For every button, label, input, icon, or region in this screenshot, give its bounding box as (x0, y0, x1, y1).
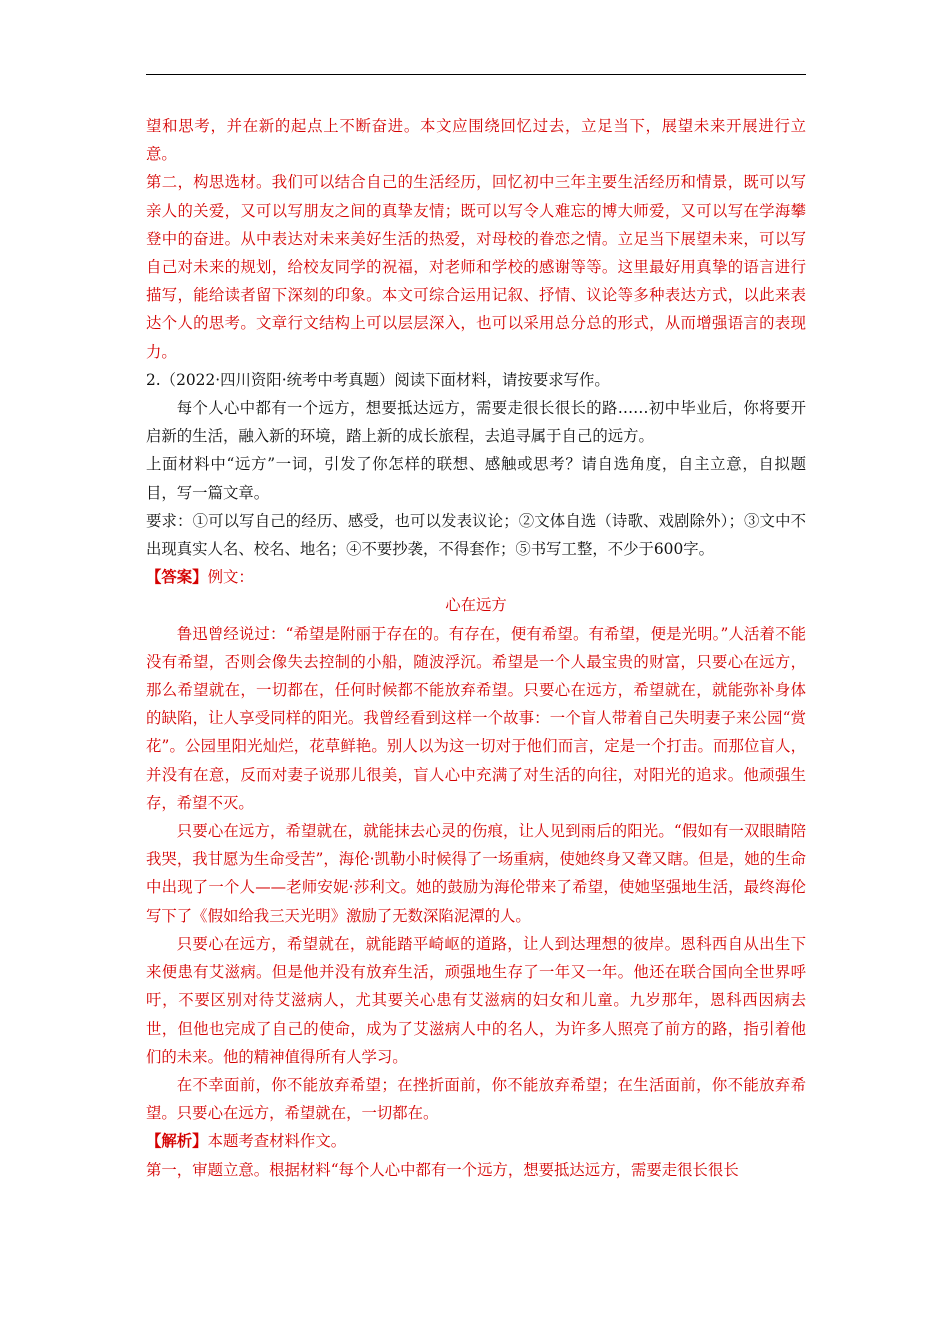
document-body (146, 112, 806, 1184)
question2-prompt: 上面材料中“远方”一词，引发了你怎样的联想、感触或思考？请自选角度，自主立意，自拟题目，写一篇文章。 (146, 455, 806, 502)
analysis2-label-line (146, 1127, 806, 1155)
question2-header: 2.（2022·四川资阳·统考中考真题）阅读下面材料，请按要求写作。 (146, 370, 610, 389)
answer-tag-suffix: 例文： (207, 568, 254, 587)
question2-material: 每个人心中都有一个远方，想要抵达远方，需要走很长很长的路……初中毕业后，你将要开启新的生活，融入新的环境，踏上新的成长旅程，去追寻属于自己的远方。 (146, 399, 806, 446)
analysis-tag-suffix: 本题考查材料作文。 (207, 1132, 347, 1151)
essay-paragraph: 只要心在远方，希望就在，就能踏平崎岖的道路，让人到达理想的彼岸。恩科西自从出生下来便患有艾滋病。但是他并没有放弃生活，顽强地生存了一年又一年。他还在联合国向全世界呼吁，不要区别对待艾滋病人，尤其要关心患有艾滋病的妇女和儿童。九岁那年，恩科西因病去世，但他也完成了自己的使命，成为了艾滋病人中的名人，为许多人照亮了前方的路，指引着他们的未来。他的精神值得所有人学习。 (146, 934, 806, 1066)
analysis-tag: 【解析】 (146, 1132, 208, 1151)
header-rule (146, 74, 806, 75)
essay-paragraph: 鲁迅曾经说过：“希望是附丽于存在的。有存在，便有希望。有希望，便是光明。”人活着不能没有希望，否则会像失去控制的小船，随波浮沉。希望是一个人最宝贵的财富，只要心在远方，那么希望就在，一切都在，任何时候都不能放弃希望。只要心在远方，希望就在，就能弥补身体的缺陷，让人享受同样的阳光。我曾经看到这样一个故事：一个盲人带着自己失明妻子来公园“赏花”。公园里阳光灿烂，花草鲜艳。别人以为这一切对于他们而言，定是一个打击。而那位盲人，并没有在意，反而对妻子说那儿很美，盲人心中充满了对生活的向往，对阳光的追求。他顽强生存，希望不灭。 (146, 624, 806, 812)
question2-requirements: 要求：①可以写自己的经历、感受，也可以发表议论；②文体自选（诗歌、戏剧除外）；③文中不出现真实人名、校名、地名；④不要抄袭，不得套作；⑤书写工整，不少于600字。 (146, 511, 806, 559)
essay-paragraph: 在不幸面前，你不能放弃希望；在挫折面前，你不能放弃希望；在生活面前，你不能放弃希望。只要心在远方，希望就在，一切都在。 (146, 1075, 806, 1123)
essay-title: 心在远方 (445, 596, 507, 615)
answer1-point2: 第二，构思选材。我们可以结合自己的生活经历，回忆初中三年主要生活经历和情景，既可以写亲人的关爱，又可以写朋友之间的真挚友情；既可以写令人难忘的博大师爱，又可以写在学海攀登中的奋进。从中表达对未来美好生活的热爱，对母校的眷恋之情。立足当下展望未来，可以写自己对未来的规划，给校友同学的祝福，对老师和学校的感谢等等。这里最好用真挚的语言进行描写，能给读者留下深刻的印象。本文可综合运用记叙、抒情、议论等多种表达方式，以此来表达个人的思考。文章行文结构上可以层层深入，也可以采用总分总的形式，从而增强语言的表现力。 (146, 173, 806, 361)
essay-paragraph: 只要心在远方，希望就在，就能抹去心灵的伤痕，让人见到雨后的阳光。“假如有一双眼睛陪我哭，我甘愿为生命受苦”，海伦·凯勒小时候得了一场重病，使她终身又聋又瞎。但是，她的生命中出现了一个人——老师安妮·莎利文。她的鼓励为海伦带来了希望，使她坚强地生活，最终海伦写下了《假如给我三天光明》激励了无数深陷泥潭的人。 (146, 822, 806, 925)
answer1-analysis-end: 望和思考，并在新的起点上不断奋进。本文应围绕回忆过去，立足当下，展望未来开展进行立意。 (146, 117, 806, 164)
answer2-label-line (146, 563, 806, 591)
analysis2-point1: 第一，审题立意。根据材料“每个人心中都有一个远方，想要抵达远方，需要走很长很长 (146, 1160, 739, 1179)
answer-tag: 【答案】 (146, 568, 208, 587)
